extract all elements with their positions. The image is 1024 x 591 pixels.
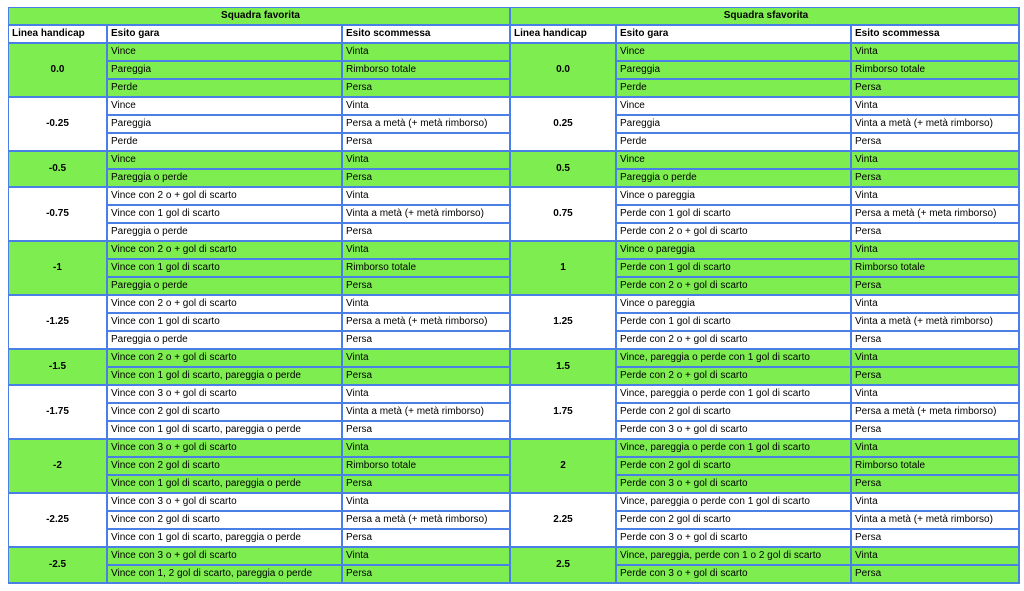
- fav-bet-outcome: Vinta: [343, 44, 511, 62]
- favorite-team-header: Squadra favorita: [9, 8, 511, 26]
- fav-bet-outcome: Vinta: [343, 386, 511, 404]
- dog-handicap-line: 1.75: [511, 386, 617, 440]
- fav-bet-outcome: Vinta a metà (+ metà rimborso): [343, 206, 511, 224]
- dog-bet-outcome: Vinta: [852, 494, 1020, 512]
- fav-match-result: Vince con 1 gol di scarto, pareggia o perde: [108, 422, 343, 440]
- dog-match-result: Vince, pareggia o perde con 1 gol di scarto: [617, 440, 852, 458]
- fav-match-result: Vince con 3 o + gol di scarto: [108, 386, 343, 404]
- fav-bet-outcome: Persa: [343, 224, 511, 242]
- dog-bet-outcome: Persa: [852, 170, 1020, 188]
- fav-match-result: Pareggia: [108, 62, 343, 80]
- handicap-table-container: [8, 7, 1019, 584]
- dog-bet-outcome: Vinta: [852, 386, 1020, 404]
- handicap-table-body: [9, 44, 1020, 584]
- fav-handicap-line: -0.75: [9, 188, 108, 242]
- dog-bet-outcome: Vinta a metà (+ metà rimborso): [852, 314, 1020, 332]
- dog-match-result: Vince o pareggia: [617, 242, 852, 260]
- table-row: [9, 494, 1020, 512]
- dog-bet-column-header: Esito scommessa: [852, 26, 1020, 44]
- dog-bet-outcome: Vinta a metà (+ metà rimborso): [852, 116, 1020, 134]
- fav-handicap-line: -1: [9, 242, 108, 296]
- fav-bet-outcome: Vinta: [343, 350, 511, 368]
- dog-bet-outcome: Persa: [852, 332, 1020, 350]
- fav-bet-outcome: Vinta: [343, 494, 511, 512]
- fav-match-result: Vince con 2 o + gol di scarto: [108, 296, 343, 314]
- dog-match-result: Vince o pareggia: [617, 296, 852, 314]
- dog-handicap-line: 1.5: [511, 350, 617, 386]
- dog-bet-outcome: Persa: [852, 530, 1020, 548]
- dog-bet-outcome: Vinta: [852, 440, 1020, 458]
- dog-bet-outcome: Vinta: [852, 350, 1020, 368]
- fav-bet-outcome: Persa: [343, 134, 511, 152]
- fav-bet-outcome: Persa: [343, 422, 511, 440]
- table-row: [9, 44, 1020, 62]
- fav-match-result: Vince con 2 gol di scarto: [108, 512, 343, 530]
- fav-match-result: Vince: [108, 152, 343, 170]
- dog-bet-outcome: Vinta: [852, 548, 1020, 566]
- dog-bet-outcome: Persa: [852, 422, 1020, 440]
- table-row: [9, 188, 1020, 206]
- dog-match-result: Perde con 2 o + gol di scarto: [617, 332, 852, 350]
- fav-match-result: Vince con 2 o + gol di scarto: [108, 242, 343, 260]
- fav-match-result: Vince con 2 o + gol di scarto: [108, 350, 343, 368]
- dog-match-result: Perde con 2 o + gol di scarto: [617, 224, 852, 242]
- fav-bet-outcome: Rimborso totale: [343, 260, 511, 278]
- dog-match-result: Perde con 3 o + gol di scarto: [617, 566, 852, 584]
- dog-bet-outcome: Persa: [852, 368, 1020, 386]
- fav-handicap-line: -2: [9, 440, 108, 494]
- fav-bet-outcome: Persa: [343, 368, 511, 386]
- dog-match-result: Perde con 3 o + gol di scarto: [617, 476, 852, 494]
- fav-match-result: Vince con 1 gol di scarto, pareggia o perde: [108, 530, 343, 548]
- fav-bet-outcome: Rimborso totale: [343, 62, 511, 80]
- dog-bet-outcome: Vinta a metà (+ metà rimborso): [852, 512, 1020, 530]
- dog-match-result: Perde: [617, 134, 852, 152]
- fav-handicap-line: -2.5: [9, 548, 108, 584]
- dog-bet-outcome: Vinta: [852, 296, 1020, 314]
- dog-bet-outcome: Persa: [852, 278, 1020, 296]
- fav-match-result: Vince con 1 gol di scarto: [108, 314, 343, 332]
- table-row: [9, 386, 1020, 404]
- dog-match-result: Vince, pareggia o perde con 1 gol di scarto: [617, 386, 852, 404]
- dog-handicap-line: 1.25: [511, 296, 617, 350]
- dog-bet-outcome: Vinta: [852, 152, 1020, 170]
- dog-bet-outcome: Rimborso totale: [852, 260, 1020, 278]
- fav-match-result: Vince con 1 gol di scarto, pareggia o perde: [108, 368, 343, 386]
- dog-match-result: Perde con 3 o + gol di scarto: [617, 422, 852, 440]
- fav-bet-outcome: Persa: [343, 530, 511, 548]
- dog-match-result: Perde con 2 o + gol di scarto: [617, 278, 852, 296]
- dog-match-result: Pareggia: [617, 62, 852, 80]
- fav-line-column-header: Linea handicap: [9, 26, 108, 44]
- fav-bet-outcome: Persa a metà (+ metà rimborso): [343, 116, 511, 134]
- fav-handicap-line: -1.25: [9, 296, 108, 350]
- dog-bet-outcome: Vinta: [852, 242, 1020, 260]
- dog-match-result: Vince, pareggia o perde con 1 gol di scarto: [617, 494, 852, 512]
- dog-bet-outcome: Persa: [852, 476, 1020, 494]
- fav-match-result: Pareggia o perde: [108, 332, 343, 350]
- underdog-team-header: Squadra sfavorita: [511, 8, 1020, 26]
- fav-bet-outcome: Persa: [343, 476, 511, 494]
- fav-handicap-line: -2.25: [9, 494, 108, 548]
- dog-bet-outcome: Persa: [852, 224, 1020, 242]
- fav-match-result: Perde: [108, 134, 343, 152]
- table-row: [9, 242, 1020, 260]
- dog-bet-outcome: Vinta: [852, 188, 1020, 206]
- fav-bet-outcome: Rimborso totale: [343, 458, 511, 476]
- dog-match-result: Pareggia o perde: [617, 170, 852, 188]
- fav-bet-outcome: Persa: [343, 278, 511, 296]
- dog-handicap-line: 0.0: [511, 44, 617, 98]
- dog-bet-outcome: Vinta: [852, 44, 1020, 62]
- fav-bet-outcome: Vinta: [343, 548, 511, 566]
- dog-result-column-header: Esito gara: [617, 26, 852, 44]
- dog-handicap-line: 2.5: [511, 548, 617, 584]
- table-row: [9, 440, 1020, 458]
- fav-bet-outcome: Vinta: [343, 188, 511, 206]
- dog-match-result: Vince: [617, 152, 852, 170]
- dog-bet-outcome: Rimborso totale: [852, 62, 1020, 80]
- table-row: [9, 548, 1020, 566]
- fav-match-result: Vince con 1 gol di scarto: [108, 260, 343, 278]
- dog-match-result: Vince: [617, 98, 852, 116]
- dog-match-result: Vince, pareggia o perde con 1 gol di scarto: [617, 350, 852, 368]
- fav-handicap-line: 0.0: [9, 44, 108, 98]
- fav-match-result: Pareggia o perde: [108, 224, 343, 242]
- fav-match-result: Vince con 1 gol di scarto, pareggia o perde: [108, 476, 343, 494]
- fav-match-result: Vince con 3 o + gol di scarto: [108, 494, 343, 512]
- table-row: [9, 152, 1020, 170]
- table-row: [9, 98, 1020, 116]
- fav-match-result: Vince con 3 o + gol di scarto: [108, 548, 343, 566]
- fav-match-result: Vince: [108, 44, 343, 62]
- fav-match-result: Vince con 2 gol di scarto: [108, 458, 343, 476]
- fav-handicap-line: -1.5: [9, 350, 108, 386]
- dog-bet-outcome: Rimborso totale: [852, 458, 1020, 476]
- table-row: [9, 350, 1020, 368]
- dog-bet-outcome: Persa: [852, 134, 1020, 152]
- dog-handicap-line: 0.75: [511, 188, 617, 242]
- dog-bet-outcome: Persa: [852, 80, 1020, 98]
- dog-handicap-line: 1: [511, 242, 617, 296]
- dog-match-result: Perde: [617, 80, 852, 98]
- fav-bet-outcome: Persa: [343, 80, 511, 98]
- dog-bet-outcome: Persa a metà (+ meta rimborso): [852, 206, 1020, 224]
- fav-bet-outcome: Persa: [343, 332, 511, 350]
- fav-handicap-line: -0.25: [9, 98, 108, 152]
- table-row: [9, 296, 1020, 314]
- fav-bet-column-header: Esito scommessa: [343, 26, 511, 44]
- dog-bet-outcome: Vinta: [852, 98, 1020, 116]
- fav-handicap-line: -1.75: [9, 386, 108, 440]
- dog-match-result: Perde con 1 gol di scarto: [617, 314, 852, 332]
- dog-match-result: Perde con 1 gol di scarto: [617, 206, 852, 224]
- fav-match-result: Vince con 2 gol di scarto: [108, 404, 343, 422]
- fav-bet-outcome: Persa a metà (+ metà rimborso): [343, 512, 511, 530]
- fav-result-column-header: Esito gara: [108, 26, 343, 44]
- dog-handicap-line: 2.25: [511, 494, 617, 548]
- dog-match-result: Perde con 1 gol di scarto: [617, 260, 852, 278]
- dog-handicap-line: 0.5: [511, 152, 617, 188]
- dog-bet-outcome: Persa a metà (+ meta rimborso): [852, 404, 1020, 422]
- dog-match-result: Vince, pareggia, perde con 1 o 2 gol di scarto: [617, 548, 852, 566]
- fav-match-result: Perde: [108, 80, 343, 98]
- asian-handicap-table: [8, 7, 1020, 584]
- fav-bet-outcome: Vinta a metà (+ metà rimborso): [343, 404, 511, 422]
- fav-bet-outcome: Persa: [343, 566, 511, 584]
- dog-match-result: Perde con 2 o + gol di scarto: [617, 368, 852, 386]
- fav-match-result: Pareggia o perde: [108, 278, 343, 296]
- fav-bet-outcome: Vinta: [343, 98, 511, 116]
- fav-match-result: Pareggia o perde: [108, 170, 343, 188]
- dog-match-result: Perde con 3 o + gol di scarto: [617, 530, 852, 548]
- dog-match-result: Perde con 2 gol di scarto: [617, 512, 852, 530]
- fav-bet-outcome: Vinta: [343, 440, 511, 458]
- fav-match-result: Vince con 2 o + gol di scarto: [108, 188, 343, 206]
- dog-match-result: Perde con 2 gol di scarto: [617, 404, 852, 422]
- dog-handicap-line: 2: [511, 440, 617, 494]
- dog-match-result: Pareggia: [617, 116, 852, 134]
- fav-handicap-line: -0.5: [9, 152, 108, 188]
- dog-match-result: Vince o pareggia: [617, 188, 852, 206]
- dog-match-result: Vince: [617, 44, 852, 62]
- fav-match-result: Vince: [108, 98, 343, 116]
- fav-match-result: Pareggia: [108, 116, 343, 134]
- dog-bet-outcome: Persa: [852, 566, 1020, 584]
- dog-handicap-line: 0.25: [511, 98, 617, 152]
- fav-bet-outcome: Vinta: [343, 152, 511, 170]
- dog-match-result: Perde con 2 gol di scarto: [617, 458, 852, 476]
- fav-match-result: Vince con 1 gol di scarto: [108, 206, 343, 224]
- fav-bet-outcome: Vinta: [343, 242, 511, 260]
- fav-bet-outcome: Persa: [343, 170, 511, 188]
- fav-bet-outcome: Vinta: [343, 296, 511, 314]
- dog-line-column-header: Linea handicap: [511, 26, 617, 44]
- fav-match-result: Vince con 1, 2 gol di scarto, pareggia o perde: [108, 566, 343, 584]
- fav-bet-outcome: Persa a metà (+ metà rimborso): [343, 314, 511, 332]
- fav-match-result: Vince con 3 o + gol di scarto: [108, 440, 343, 458]
